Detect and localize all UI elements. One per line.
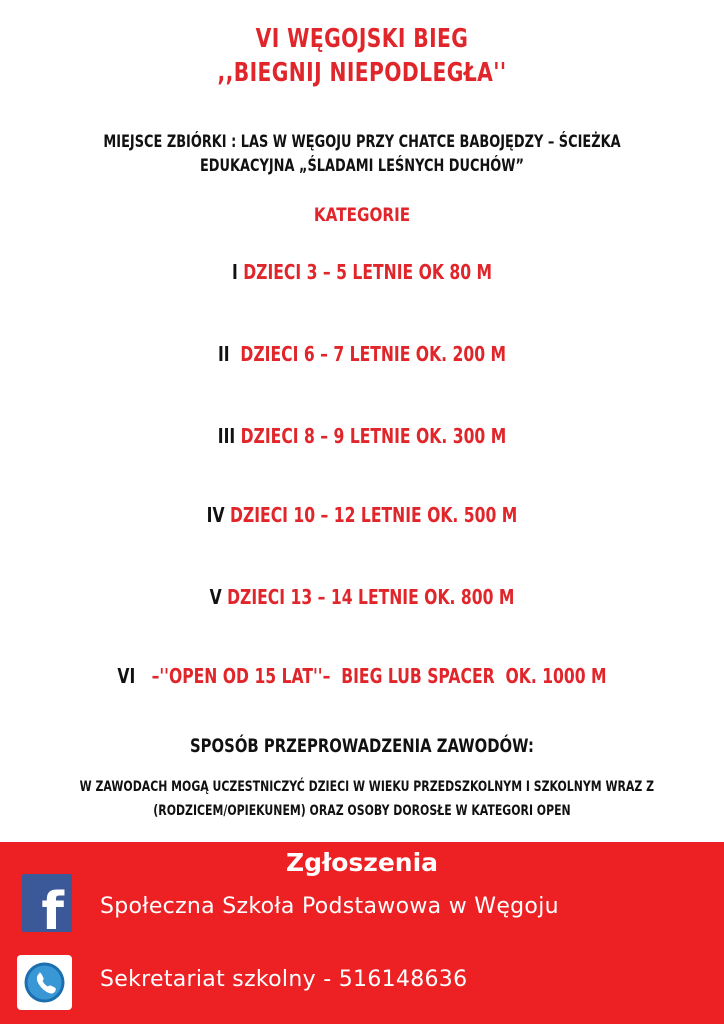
- category-number: II: [217, 342, 241, 366]
- meeting-place-line-2: EDUKACYJNA „ŚLADAMI LEŚNYCH DUCHÓW”: [199, 156, 525, 176]
- category-text: –''OPEN OD 15 LAT''– BIEG LUB SPACER OK. 1000 M: [151, 664, 607, 688]
- category-text: DZIECI 3 – 5 LETNIE OK 80 M: [243, 260, 493, 284]
- category-row: [80, 585, 645, 609]
- phone-contact-text[interactable]: Sekretariat szkolny - 516148636: [100, 967, 468, 992]
- category-row: [80, 664, 645, 688]
- meeting-place-line-1: MIEJSCE ZBIÓRKI : LAS W WĘGOJU PRZY CHATCE BABOJĘDZY – ŚCIEŻKA: [103, 132, 621, 152]
- facebook-icon[interactable]: [22, 874, 72, 942]
- facebook-letter: f: [41, 882, 64, 942]
- phone-icon[interactable]: [17, 955, 72, 1010]
- category-row: [80, 503, 645, 527]
- category-text: DZIECI 13 – 14 LETNIE OK. 800 M: [227, 585, 515, 609]
- method-text-line-2: (RODZICEM/OPIEKUNEM) ORAZ OSOBY DOROSŁE W KATEGORI OPEN: [153, 803, 571, 819]
- category-number: VI: [117, 664, 152, 688]
- category-number: III: [217, 424, 241, 448]
- category-number: V: [209, 585, 228, 609]
- category-number: IV: [206, 503, 230, 527]
- category-text: DZIECI 8 – 9 LETNIE OK. 300 M: [240, 424, 507, 448]
- category-text: DZIECI 10 – 12 LETNIE OK. 500 M: [229, 503, 518, 527]
- facebook-school-link[interactable]: Społeczna Szkoła Podstawowa w Węgoju: [100, 894, 559, 919]
- registration-footer: [0, 842, 724, 1024]
- category-number: I: [231, 260, 244, 284]
- phone-icon-graphic: [23, 961, 66, 1004]
- method-heading: SPOSÓB PRZEPROWADZENIA ZAWODÓW:: [190, 735, 534, 757]
- title-line-1: VI WĘGOJSKI BIEG: [255, 24, 469, 54]
- category-row: [80, 342, 645, 366]
- title-line-2: ,,BIEGNIJ NIEPODLEGŁA'': [217, 58, 507, 88]
- method-text-line-1: W ZAWODACH MOGĄ UCZESTNICZYĆ DZIECI W WIEKU PRZEDSZKOLNYM I SZKOLNYM WRAZ Z: [79, 779, 655, 795]
- categories-heading: KATEGORIE: [313, 204, 411, 226]
- category-row: [80, 260, 645, 284]
- category-text: DZIECI 6 – 7 LETNIE OK. 200 M: [240, 342, 507, 366]
- category-row: [80, 424, 645, 448]
- registration-title: Zgłoszenia: [285, 848, 439, 877]
